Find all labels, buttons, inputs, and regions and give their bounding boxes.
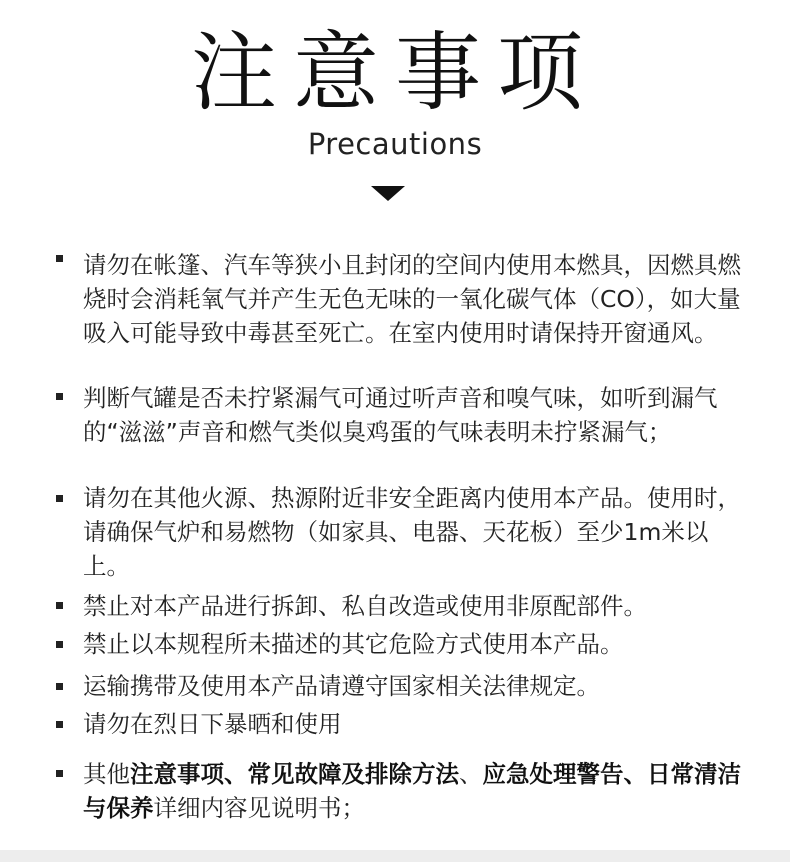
page-title: 注意事项 (191, 23, 599, 123)
list-item-text: 禁止对本产品进行拆卸、私自改造或使用非原配部件。 (83, 592, 647, 620)
list-item-text: 请勿在其他火源、热源附近非安全距离内使用本产品。使用时，请确保气炉和易燃物（如家具、电器、天花板）至少1m米以上。 (83, 484, 741, 580)
list-item-text: 禁止以本规程所未描述的其它危险方式使用本产品。 (83, 630, 624, 658)
list-item-text (83, 757, 743, 825)
bullet-icon (56, 641, 63, 648)
bullet-icon (56, 602, 63, 609)
list-item-text: 请勿在烈日下暴晒和使用 (83, 710, 342, 738)
bold-precautions: 注意事项 (130, 760, 224, 788)
bullet-icon (56, 495, 63, 502)
bullet-icon (56, 721, 63, 728)
list-item-text: 运输携带及使用本产品请遵守国家相关法律规定。 (83, 672, 600, 700)
bullet-icon (56, 770, 63, 777)
separator: 、 (623, 760, 647, 788)
bottom-band (0, 850, 790, 862)
bold-cleaning-maintenance: 日常清洁与保养 (83, 760, 741, 822)
list-item-text: 判断气罐是否未拧紧漏气可通过听声音和嗅气味，如听到漏气的“滋滋”声音和燃气类似臭鸡蛋的气味表明未拧紧漏气； (83, 384, 718, 446)
bold-emergency-warning: 应急处理警告 (482, 760, 624, 788)
down-arrow-icon (371, 186, 405, 201)
separator: 、 (224, 760, 248, 788)
page-subtitle: Precautions (307, 127, 483, 161)
bold-troubleshooting: 常见故障及排除方法 (247, 760, 459, 788)
text-prefix: 其他 (83, 760, 130, 788)
text-suffix: 详细内容见说明书； (153, 794, 365, 822)
bullet-icon (56, 393, 63, 400)
bullet-icon (56, 255, 63, 262)
separator: 、 (459, 760, 483, 788)
bullet-icon (56, 683, 63, 690)
list-item-text: 请勿在帐篷、汽车等狭小且封闭的空间内使用本燃具，因燃具燃烧时会消耗氧气并产生无色无味的一氧化碳气体（CO），如大量吸入可能导致中毒甚至死亡。在室内使用时请保持开窗通风。 (83, 251, 741, 347)
